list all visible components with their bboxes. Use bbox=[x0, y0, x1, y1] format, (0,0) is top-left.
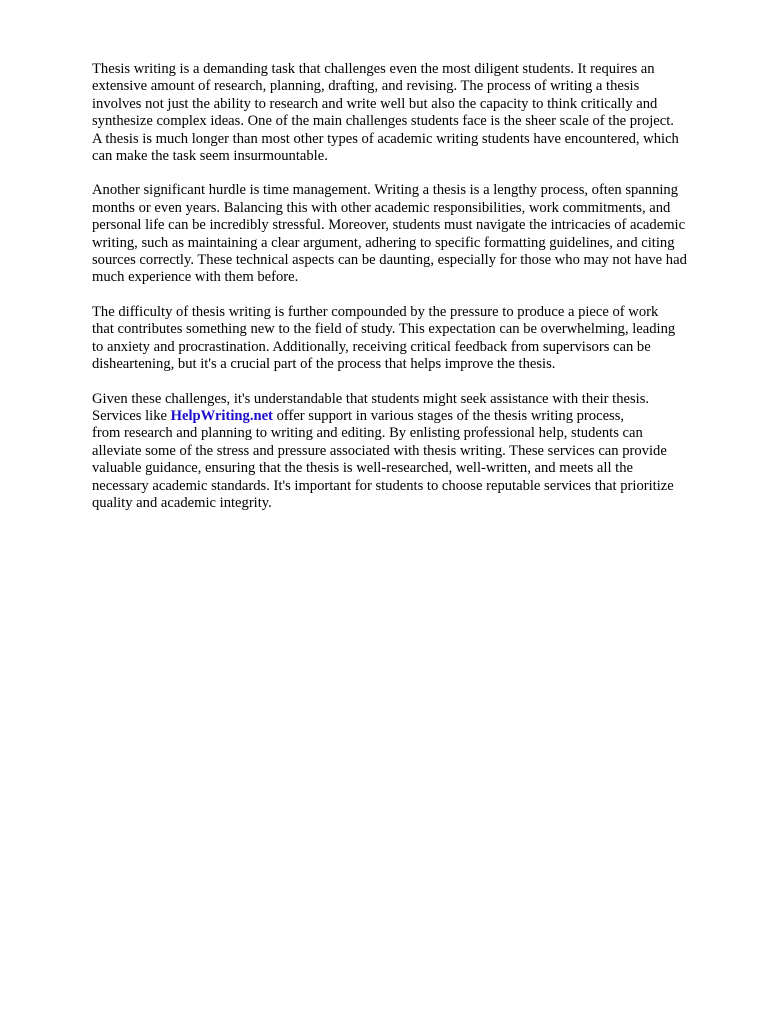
helpwriting-link[interactable]: HelpWriting.net bbox=[170, 407, 273, 424]
document-body bbox=[92, 61, 732, 529]
assistance-text-before-link: Given these challenges, it's understandable that students might seek assistance with their thesis. Services like bbox=[92, 390, 650, 424]
paragraph-time-management: Another significant hurdle is time management. Writing a thesis is a lengthy process, often spanning months or even years. Balancing this with other academic responsibilities, work commitments, and personal life can be incredibly stressful. Moreover, students must navigate the intricacies of academic writing, such as maintaining a clear argument, adhering to specific formatting guidelines, and citing sources correctly. These technical aspects can be daunting, especially for those who may not have had much experience with them before. bbox=[92, 182, 687, 286]
paragraph-assistance bbox=[92, 391, 732, 513]
paragraph-intro: Thesis writing is a demanding task that challenges even the most diligent students. It requires an extensive amount of research, planning, drafting, and revising. The process of writing a thesis involves not just the ability to research and write well but also the capacity to think critically and synthesize complex ideas. One of the main challenges students face is the sheer scale of the project. A thesis is much longer than most other types of academic writing students have encountered, which can make the task seem insurmountable. bbox=[92, 61, 679, 165]
paragraph-pressure: The difficulty of thesis writing is further compounded by the pressure to produce a piece of work that contributes something new to the field of study. This expectation can be overwhelming, leading to anxiety and procrastination. Additionally, receiving critical feedback from supervisors can be disheartening, but it's a crucial part of the process that helps improve the thesis. bbox=[92, 303, 676, 373]
assistance-text-after-link: offer support in various stages of the thesis writing process, from research and planning to writing and editing. By enlisting professional help, students can alleviate some of the stress and pressure associated with thesis writing. These services can provide valuable guidance, ensuring that the thesis is well-researched, well-written, and meets all the necessary academic standards. It's important for students to choose reputable services that prioritize quality and academic integrity. bbox=[92, 407, 674, 511]
